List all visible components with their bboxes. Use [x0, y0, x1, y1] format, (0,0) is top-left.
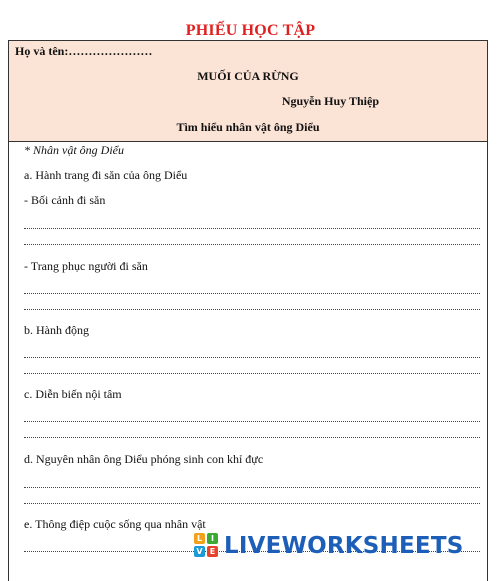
answer-line[interactable]	[24, 244, 480, 246]
answer-line[interactable]	[24, 503, 480, 505]
question-a-context: - Bối cảnh đi săn	[24, 193, 106, 207]
answer-line[interactable]	[24, 421, 480, 423]
question-a: a. Hành trang đi săn của ông Diểu	[24, 168, 188, 182]
answer-line[interactable]	[24, 487, 480, 489]
question-d: d. Nguyên nhân ông Diểu phóng sinh con khỉ đực	[24, 452, 264, 466]
student-name-field[interactable]: Họ và tên:…………………	[15, 44, 153, 58]
logo-tile: I	[207, 533, 218, 544]
logo-tile: L	[194, 533, 205, 544]
question-b: b. Hành động	[24, 323, 89, 337]
answer-line[interactable]	[24, 228, 480, 230]
worksheet-title: PHIẾU HỌC TẬP	[185, 22, 316, 39]
answer-line[interactable]	[24, 357, 480, 359]
logo-tile: E	[207, 546, 218, 557]
question-c: c. Diễn biến nội tâm	[24, 387, 122, 401]
character-heading: * Nhân vật ông Diểu	[24, 143, 124, 157]
worksheet-body	[8, 141, 488, 581]
topic-heading: Tìm hiểu nhân vật ông Diểu	[176, 120, 320, 134]
question-e: e. Thông điệp cuộc sống qua nhân vật	[24, 517, 206, 531]
logo-tile: V	[194, 546, 205, 557]
work-title: MUỐI CỦA RỪNG	[197, 69, 299, 83]
liveworksheets-logo	[194, 532, 463, 560]
answer-line[interactable]	[24, 309, 480, 311]
answer-line[interactable]	[24, 373, 480, 375]
answer-line[interactable]	[24, 437, 480, 439]
question-a-costume: - Trang phục người đi săn	[24, 259, 148, 273]
logo-text: LIVEWORKSHEETS	[224, 533, 464, 559]
liveworksheets-logo-icon	[194, 533, 220, 559]
answer-line[interactable]	[24, 293, 480, 295]
header-box	[8, 40, 488, 142]
author-name: Nguyễn Huy Thiệp	[281, 94, 379, 108]
